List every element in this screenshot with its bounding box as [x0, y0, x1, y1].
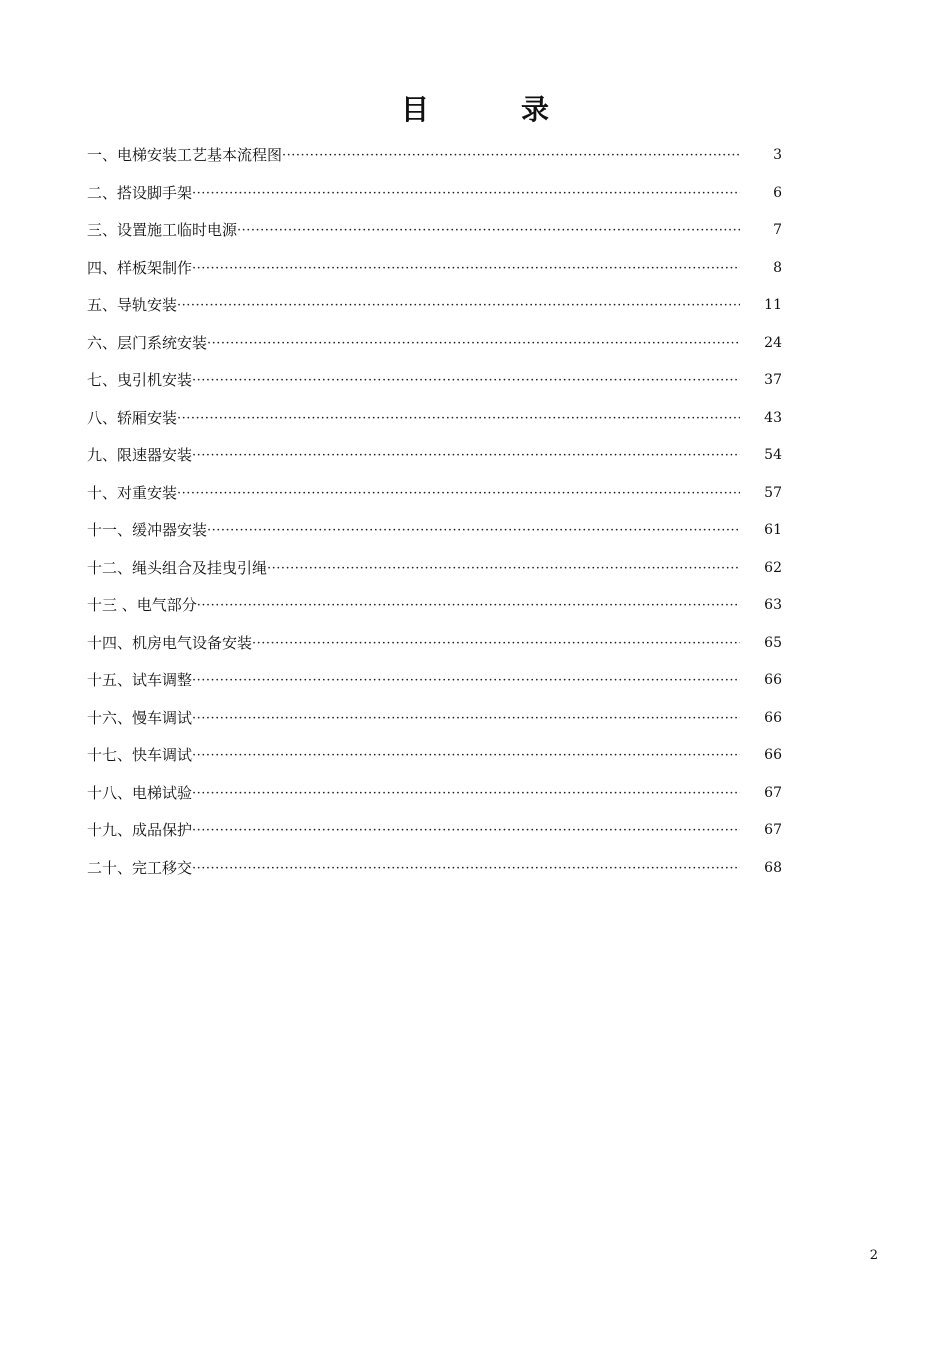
toc-entry-page: 6 [773, 184, 782, 201]
toc-entry[interactable] [87, 775, 782, 813]
toc-leader-dots [192, 250, 740, 288]
toc-entry-page: 67 [764, 784, 782, 801]
toc-entry[interactable] [87, 362, 782, 400]
toc-entry[interactable] [87, 287, 782, 325]
toc-entry[interactable] [87, 175, 782, 213]
toc-entry-page: 66 [764, 672, 782, 688]
toc-leader-dots [282, 137, 740, 175]
toc-entry-label: 四、样板架制作 [87, 258, 193, 277]
toc-entry-label: 九、限速器安装 [87, 446, 193, 464]
toc-entry[interactable] [87, 475, 782, 513]
toc-entry-page: 37 [764, 372, 782, 388]
toc-entry[interactable] [87, 212, 782, 250]
toc-entry-page: 3 [773, 147, 782, 163]
toc-title-char-1: 目 [400, 93, 429, 126]
toc-title [0, 92, 950, 128]
toc-entry-label: 五、导轨安装 [87, 296, 178, 314]
toc-leader-dots [192, 175, 740, 213]
table-of-contents [87, 137, 782, 887]
toc-entry-page: 57 [764, 484, 782, 501]
toc-entry[interactable] [87, 512, 782, 550]
toc-entry-label: 七、曳引机安装 [87, 371, 193, 389]
toc-entry[interactable] [87, 250, 782, 288]
toc-leader-dots [192, 700, 740, 738]
toc-entry-label: 十五、试车调整 [87, 671, 193, 689]
toc-leader-dots [207, 512, 740, 550]
toc-entry-page: 61 [764, 522, 782, 538]
toc-entry-label: 十七、快车调试 [87, 746, 193, 764]
toc-entry-page: 11 [764, 297, 782, 313]
toc-entry[interactable] [87, 400, 782, 438]
toc-entry-label: 十四、机房电气设备安装 [87, 633, 253, 652]
toc-entry-page: 24 [764, 334, 782, 351]
toc-entry[interactable] [87, 700, 782, 738]
toc-leader-dots [192, 437, 740, 475]
toc-leader-dots [192, 737, 740, 775]
page-number: 2 [869, 1248, 878, 1263]
toc-entry-label: 三、设置施工临时电源 [87, 221, 238, 239]
toc-leader-dots [177, 287, 740, 325]
toc-entry[interactable] [87, 812, 782, 850]
toc-entry-page: 66 [764, 709, 782, 726]
toc-entry-label: 六、层门系统安装 [87, 333, 208, 352]
toc-leader-dots [207, 325, 740, 363]
toc-leader-dots [177, 400, 740, 438]
toc-leader-dots [192, 662, 740, 700]
toc-entry-page: 8 [773, 259, 782, 276]
toc-entry[interactable] [87, 737, 782, 775]
toc-entry[interactable] [87, 437, 782, 475]
toc-leader-dots [192, 850, 740, 888]
toc-leader-dots [192, 812, 740, 850]
toc-entry-page: 66 [764, 747, 782, 763]
toc-entry-label: 八、轿厢安装 [87, 408, 178, 427]
toc-entry-label: 十二、绳头组合及挂曳引绳 [87, 558, 268, 577]
toc-entry-page: 65 [764, 634, 782, 651]
toc-entry-label: 十八、电梯试验 [87, 783, 193, 802]
toc-entry-page: 68 [764, 859, 782, 876]
toc-entry-label: 二十、完工移交 [87, 858, 193, 877]
toc-entry[interactable] [87, 625, 782, 663]
toc-entry-label: 一、电梯安装工艺基本流程图 [87, 146, 283, 164]
toc-entry-label: 十九、成品保护 [87, 821, 193, 839]
toc-entry-label: 二、搭设脚手架 [87, 183, 193, 202]
toc-leader-dots [252, 625, 740, 663]
toc-entry[interactable] [87, 662, 782, 700]
toc-entry-page: 43 [764, 409, 782, 426]
toc-leader-dots [192, 775, 740, 813]
toc-entry-page: 63 [764, 597, 782, 613]
toc-leader-dots [192, 362, 740, 400]
toc-entry[interactable] [87, 850, 782, 888]
toc-entry-label: 十一、缓冲器安装 [87, 521, 208, 539]
toc-leader-dots [237, 212, 740, 250]
toc-entry-page: 67 [764, 822, 782, 838]
toc-leader-dots [177, 475, 740, 513]
toc-entry-label: 十六、慢车调试 [87, 708, 193, 727]
toc-entry-label: 十三 、电气部分 [87, 596, 197, 614]
toc-entry[interactable] [87, 550, 782, 588]
toc-entry-page: 54 [764, 447, 782, 463]
toc-entry-label: 十、对重安装 [87, 483, 178, 502]
toc-entry-page: 7 [773, 222, 782, 238]
toc-entry[interactable] [87, 325, 782, 363]
toc-entry[interactable] [87, 587, 782, 625]
toc-entry[interactable] [87, 137, 782, 175]
toc-leader-dots [197, 587, 740, 625]
toc-entry-page: 62 [764, 559, 782, 576]
toc-title-char-2: 录 [521, 93, 550, 126]
toc-leader-dots [267, 550, 740, 588]
